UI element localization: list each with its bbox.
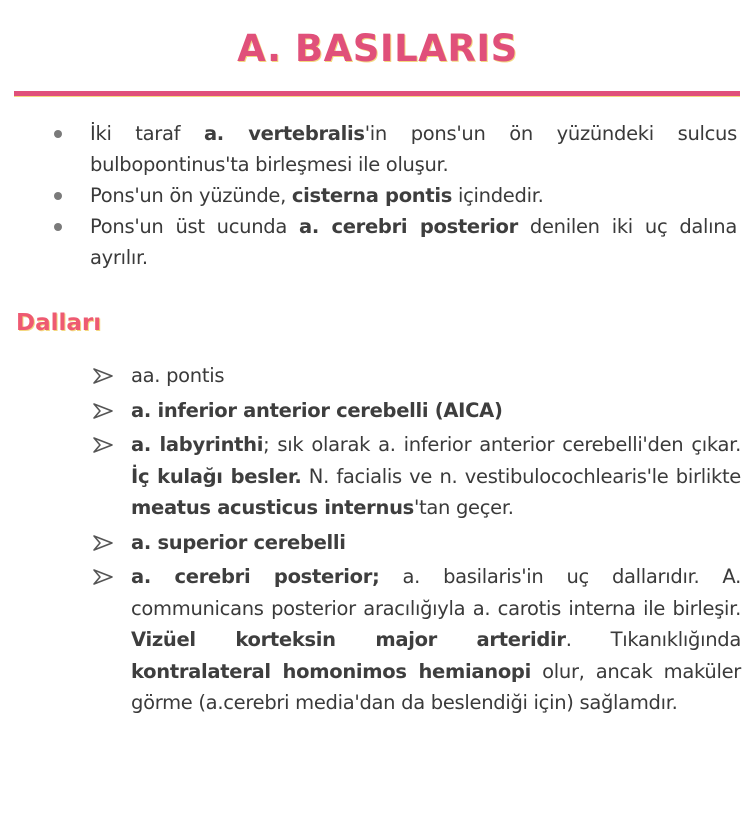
branch-item [0, 395, 755, 427]
bullet-item [0, 211, 755, 273]
bullet-dot-icon [54, 223, 62, 231]
text-run: içindedir. [452, 184, 544, 207]
bold-term: a. inferior anterior cerebelli (AICA) [131, 398, 503, 422]
text-run: İki taraf [90, 122, 204, 145]
section-heading-branches: Dalları [16, 310, 102, 336]
arrowhead-bullet-icon [92, 367, 114, 385]
bold-term: a. labyrinthi [131, 433, 264, 456]
bullet-item [0, 180, 755, 211]
text-run: aa. pontis [131, 364, 225, 387]
bullet-text [90, 122, 737, 176]
bold-term: a. cerebri posterior [298, 215, 518, 238]
branch-list [0, 360, 755, 722]
text-run: . Tıkanıklığında [565, 628, 742, 651]
arrowhead-bullet-icon [92, 402, 114, 420]
title-underline-divider [14, 91, 740, 96]
text-run: 'in pons'un ön yüzündeki sulcus bulbopontinus'ta birleşmesi ile oluşur. [90, 122, 737, 176]
branch-text [131, 531, 346, 554]
branch-item [0, 360, 755, 392]
arrowhead-bullet-icon [92, 436, 114, 454]
text-run: olur, ancak maküler görme (a.cerebri media'dan da beslendiği için) sağlamdır. [131, 659, 741, 714]
branch-item [0, 561, 755, 719]
bullet-text [90, 184, 544, 207]
bold-term: meatus acusticus internus [131, 496, 414, 519]
text-run: denilen iki uç dalına ayrılır. [90, 215, 737, 269]
branch-text [131, 364, 224, 387]
bullet-text [90, 215, 737, 269]
text-run: ; sık olarak a. inferior anterior cerebelli'den çıkar. [263, 433, 741, 456]
page-title: A. BASILARIS [237, 27, 518, 70]
text-run: Pons'un üst ucunda [90, 215, 299, 238]
text-run: a. basilaris'in uç dallarıdır. A. communicans posterior aracılığıyla a. carotis interna ile birleşir. [131, 565, 741, 620]
bold-term: a. superior cerebelli [131, 530, 346, 554]
branch-text [131, 399, 503, 422]
bold-term: cisterna pontis [291, 184, 453, 207]
text-run: N. facialis ve n. vestibulocochlearis'le birlikte [301, 464, 741, 488]
bullet-dot-icon [54, 130, 62, 138]
text-run: 'tan geçer. [413, 496, 514, 519]
text-run: Pons'un ön yüzünde, [90, 184, 292, 207]
branch-text [131, 565, 741, 714]
bold-term: Vizüel korteksin major arteridir [131, 628, 566, 651]
bold-term: a. vertebralis [203, 122, 365, 145]
bullet-dot-icon [54, 192, 62, 200]
summary-bullet-list [0, 118, 755, 273]
branch-text [131, 433, 741, 519]
bold-term: kontralateral homonimos hemianopi [131, 659, 531, 683]
branch-item [0, 527, 755, 559]
bold-term: a. cerebri posterior; [131, 565, 380, 588]
arrowhead-bullet-icon [92, 534, 114, 552]
bold-term: İç kulağı besler. [131, 464, 302, 488]
bullet-item [0, 118, 755, 180]
branch-item [0, 429, 755, 524]
arrowhead-bullet-icon [92, 568, 114, 586]
